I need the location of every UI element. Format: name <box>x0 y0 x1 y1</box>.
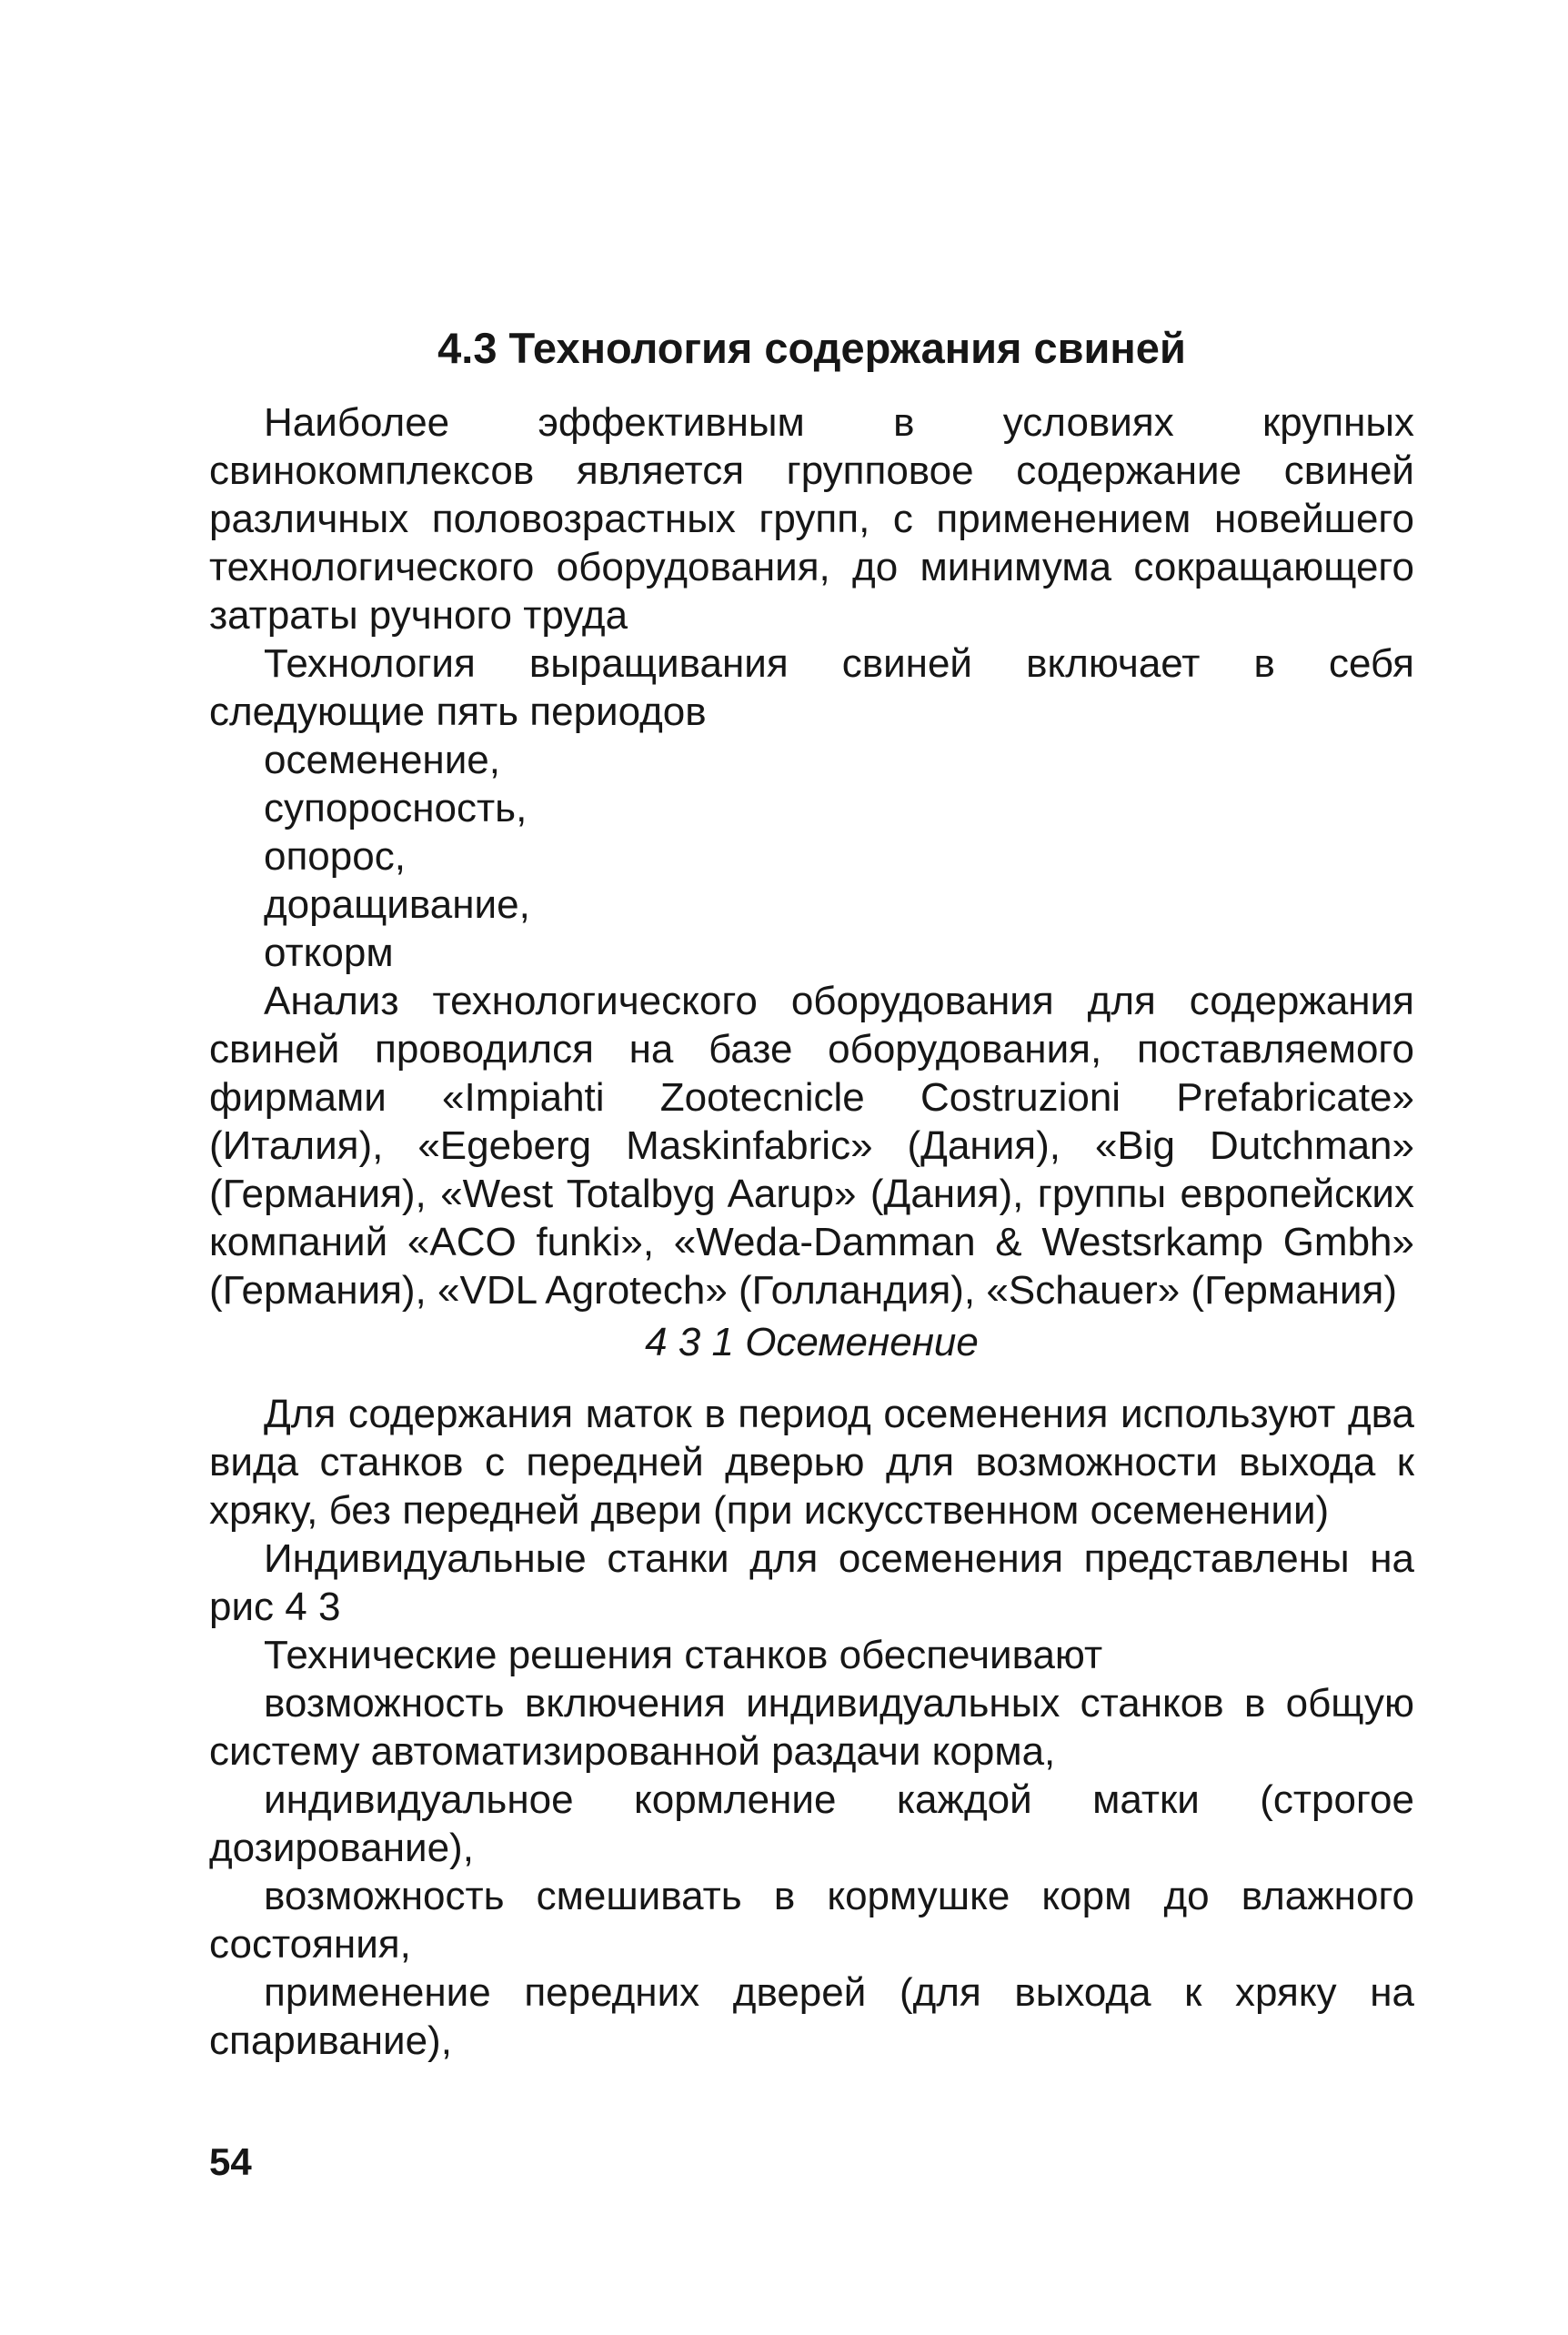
analysis-paragraph: Анализ технологического оборудования для содержания свиней проводился на базе оборудования, поставляемого фирмами «Impiahti Zootecnicle Costruzioni Prefabricate» (Италия), «Egeberg Maskinfabric» (Дания), «Big Dutchman» (Германия), «West Totalbyg Aarup» (Дания), группы европейских компаний «ACO funki», «Weda-Damman & Westsrkamp Gmbh» (Германия), «VDL Agrotech» (Голландия), «Schauer» (Германия) <box>209 979 1414 1313</box>
solution-item: индивидуальное кормление каждой матки (строгое дозирование), <box>209 1777 1414 1870</box>
period-item: супоросность, <box>264 786 528 830</box>
insemination-paragraph-2: Индивидуальные станки для осеменения представлены на рис 4 3 <box>209 1536 1414 1629</box>
page-number: 54 <box>209 2140 252 2183</box>
periods-intro-paragraph: Технология выращивания свиней включает в себя следующие пять периодов <box>209 641 1414 734</box>
solution-item: возможность смешивать в кормушке корм до влажного состояния, <box>209 1874 1414 1967</box>
period-item: доращивание, <box>264 882 530 927</box>
period-item: опорос, <box>264 834 406 879</box>
period-item: откорм <box>264 931 394 975</box>
solutions-list <box>209 1679 1414 2065</box>
section-title: 4.3 Технология содержания свиней <box>437 324 1186 372</box>
periods-list <box>209 736 1414 977</box>
solution-item: возможность включения индивидуальных станков в общую систему автоматизированной раздачи корма, <box>209 1681 1414 1774</box>
subsection-title: 4 3 1 Осеменение <box>645 1320 979 1364</box>
page-body <box>209 398 1414 2065</box>
solutions-intro-paragraph: Технические решения станков обеспечивают <box>264 1633 1103 1677</box>
solution-item: применение передних дверей (для выхода к хряку на спаривание), <box>209 1970 1414 2063</box>
insemination-paragraph-1: Для содержания маток в период осеменения используют два вида станков с передней дверью для возможности выхода к хряку, без передней двери (при искусственном осеменении) <box>209 1392 1414 1533</box>
intro-paragraph: Наиболее эффективным в условиях крупных свинокомплексов является групповое содержание свиней различных половозрастных групп, с применением новейшего технологического оборудования, до минимума сокращающего затраты ручного труда <box>209 400 1414 638</box>
period-item: осеменение, <box>264 738 501 782</box>
